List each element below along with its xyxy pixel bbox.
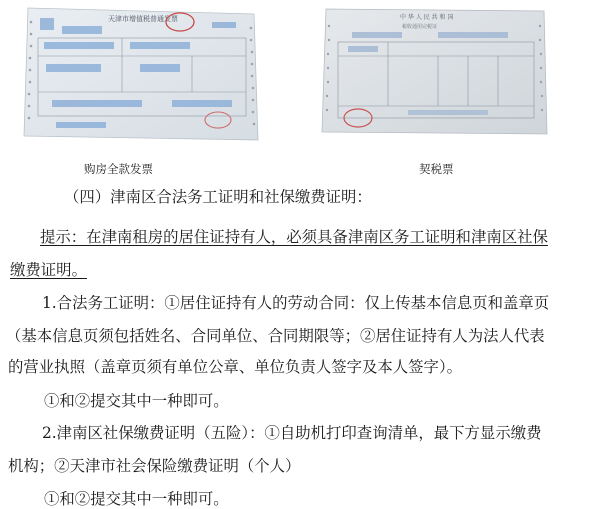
item2-line-2: 机构；②天津市社会保险缴费证明（个人） [8,457,301,475]
receipt-header-line2: 税收通用完税证 [402,24,438,30]
section-title: （四）津南区合法务工证明和社保缴费证明： [64,188,372,206]
invoice-header-text: 天津市增值税普通发票 [108,15,178,23]
tip-line-2: 缴费证明。 [10,261,87,279]
tip-line-1: 提示：在津南租房的居住证持有人，必须具备津南区务工证明和津南区社保 [40,228,548,246]
deed-tax-receipt-image [318,6,550,138]
deed-tax-receipt-caption: 契税票 [419,162,454,176]
item1-line-3: 的营业执照（盖章页须有单位公章、单位负责人签字及本人签字）。 [8,358,463,376]
item2-line-1: 2.津南区社保缴费证明（五险）：①自助机打印查询清单，最下方显示缴费 [42,424,542,442]
purchase-invoice-caption: 购房全款发票 [84,162,153,176]
item2-note: ①和②提交其中一种即可。 [44,490,229,508]
item1-line-1: 1.合法务工证明：①居住证持有人的劳动合同：仅上传基本信息页和盖章页 [42,294,550,312]
item1-note: ①和②提交其中一种即可。 [44,392,229,410]
figures-area [0,0,606,185]
receipt-header-line1: 中 华 人 民 共 和 国 [400,14,454,21]
item1-line-2: （基本信息页须包括姓名、合同单位、合同期限等；②居住证持有人为法人代表 [6,327,545,345]
purchase-invoice-image [22,4,260,144]
